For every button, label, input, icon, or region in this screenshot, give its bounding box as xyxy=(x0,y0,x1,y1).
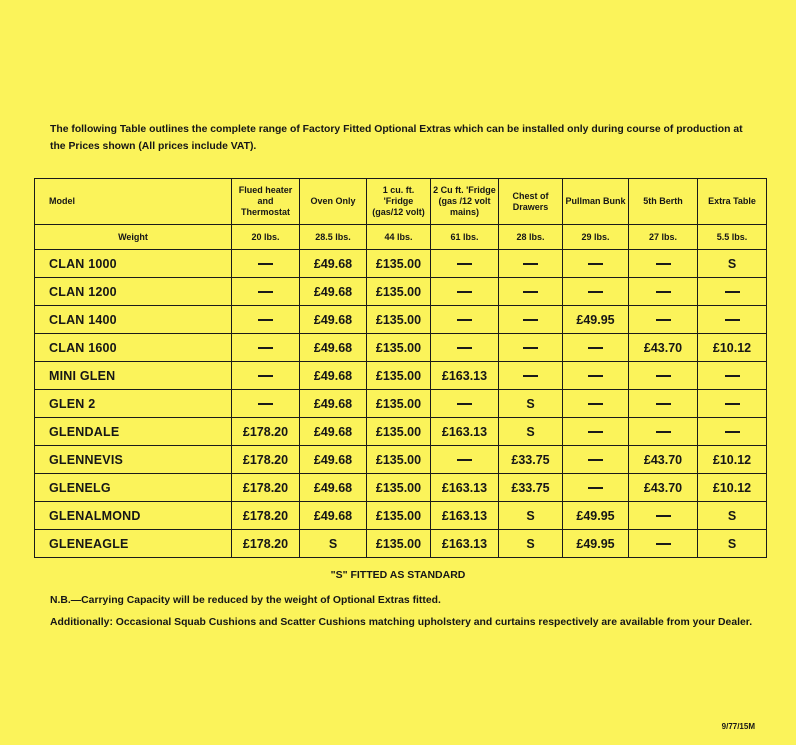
price-cell: £43.70 xyxy=(629,474,698,502)
weight-row xyxy=(35,225,767,250)
nb-note: N.B.—Carrying Capacity will be reduced by the weight of Optional Extras fitted. xyxy=(50,595,441,606)
price-cell: £10.12 xyxy=(698,474,767,502)
not-available-cell xyxy=(698,362,767,390)
dash-mark xyxy=(656,543,671,545)
dash-mark xyxy=(588,375,603,377)
table-body xyxy=(35,250,767,558)
additional-note: Additionally: Occasional Squab Cushions and Scatter Cushions matching upholstery and curtains respectively are available from your Dealer. xyxy=(50,617,753,628)
dash-mark xyxy=(588,431,603,433)
model-name: GLENELG xyxy=(35,474,232,502)
not-available-cell xyxy=(698,390,767,418)
dash-mark xyxy=(588,263,603,265)
dash-mark xyxy=(588,487,603,489)
model-name: CLAN 1200 xyxy=(35,278,232,306)
header-cell: Oven Only xyxy=(300,179,367,225)
standard-note: "S" FITTED AS STANDARD xyxy=(330,569,466,581)
not-available-cell xyxy=(232,334,300,362)
price-cell: £178.20 xyxy=(232,418,300,446)
price-cell: £178.20 xyxy=(232,474,300,502)
not-available-cell xyxy=(431,390,499,418)
dash-mark xyxy=(656,431,671,433)
price-cell: £49.68 xyxy=(300,446,367,474)
not-available-cell xyxy=(698,278,767,306)
price-cell: £135.00 xyxy=(367,306,431,334)
standard-cell: S xyxy=(698,250,767,278)
model-name: GLENNEVIS xyxy=(35,446,232,474)
not-available-cell xyxy=(563,474,629,502)
dash-mark xyxy=(656,291,671,293)
price-cell: £163.13 xyxy=(431,362,499,390)
dash-mark xyxy=(457,347,472,349)
optional-extras-table xyxy=(34,178,767,558)
dash-mark xyxy=(588,291,603,293)
header-cell: Flued heater and Thermostat xyxy=(232,179,300,225)
not-available-cell xyxy=(563,390,629,418)
not-available-cell xyxy=(563,250,629,278)
price-cell: £178.20 xyxy=(232,530,300,558)
model-name: CLAN 1000 xyxy=(35,250,232,278)
dash-mark xyxy=(725,319,740,321)
price-cell: £135.00 xyxy=(367,418,431,446)
dash-mark xyxy=(258,319,273,321)
dash-mark xyxy=(656,375,671,377)
dash-mark xyxy=(588,459,603,461)
price-cell: £49.68 xyxy=(300,362,367,390)
table-row xyxy=(35,502,767,530)
price-cell: £135.00 xyxy=(367,362,431,390)
dash-mark xyxy=(725,375,740,377)
price-cell: £163.13 xyxy=(431,418,499,446)
price-cell: £49.95 xyxy=(563,306,629,334)
not-available-cell xyxy=(232,306,300,334)
dash-mark xyxy=(457,291,472,293)
weight-cell: 28.5 lbs. xyxy=(300,225,367,250)
header-cell: Chest of Drawers xyxy=(499,179,563,225)
not-available-cell xyxy=(232,278,300,306)
price-cell: £49.68 xyxy=(300,418,367,446)
dash-mark xyxy=(258,403,273,405)
dash-mark xyxy=(457,319,472,321)
price-cell: £135.00 xyxy=(367,278,431,306)
not-available-cell xyxy=(232,250,300,278)
model-name: GLENEAGLE xyxy=(35,530,232,558)
dash-mark xyxy=(457,403,472,405)
price-cell: £135.00 xyxy=(367,530,431,558)
not-available-cell xyxy=(629,306,698,334)
price-cell: £49.68 xyxy=(300,502,367,530)
not-available-cell xyxy=(431,334,499,362)
not-available-cell xyxy=(499,306,563,334)
weight-cell: 29 lbs. xyxy=(563,225,629,250)
weight-cell: 28 lbs. xyxy=(499,225,563,250)
not-available-cell xyxy=(232,390,300,418)
price-cell: £163.13 xyxy=(431,502,499,530)
price-cell: £178.20 xyxy=(232,446,300,474)
model-name: GLENALMOND xyxy=(35,502,232,530)
not-available-cell xyxy=(431,250,499,278)
price-cell: £49.68 xyxy=(300,306,367,334)
price-cell: £49.68 xyxy=(300,334,367,362)
dash-mark xyxy=(725,403,740,405)
table-row xyxy=(35,306,767,334)
not-available-cell xyxy=(629,418,698,446)
reference-code: 9/77/15M xyxy=(721,722,755,731)
standard-cell: S xyxy=(499,390,563,418)
price-cell: £135.00 xyxy=(367,446,431,474)
header-cell: 2 Cu ft. 'Fridge (gas /12 volt mains) xyxy=(431,179,499,225)
table-row xyxy=(35,390,767,418)
dash-mark xyxy=(523,347,538,349)
dash-mark xyxy=(656,319,671,321)
price-cell: £49.68 xyxy=(300,278,367,306)
dash-mark xyxy=(656,263,671,265)
dash-mark xyxy=(457,263,472,265)
not-available-cell xyxy=(499,362,563,390)
dash-mark xyxy=(588,403,603,405)
price-cell: £135.00 xyxy=(367,334,431,362)
price-cell: £135.00 xyxy=(367,390,431,418)
header-model: Model xyxy=(35,179,232,225)
price-cell: £43.70 xyxy=(629,446,698,474)
price-cell: £49.95 xyxy=(563,502,629,530)
dash-mark xyxy=(725,291,740,293)
not-available-cell xyxy=(698,306,767,334)
price-cell: £10.12 xyxy=(698,446,767,474)
not-available-cell xyxy=(563,334,629,362)
dash-mark xyxy=(588,347,603,349)
dash-mark xyxy=(523,291,538,293)
dash-mark xyxy=(457,459,472,461)
table-row xyxy=(35,530,767,558)
price-cell: £33.75 xyxy=(499,446,563,474)
standard-cell: S xyxy=(499,530,563,558)
intro-text: The following Table outlines the complete range of Factory Fitted Optional Extras which can be installed only during course of production at the Prices shown (All prices include VAT). xyxy=(50,124,743,152)
header-cell: Extra Table xyxy=(698,179,767,225)
price-cell: £178.20 xyxy=(232,502,300,530)
not-available-cell xyxy=(563,362,629,390)
not-available-cell xyxy=(563,278,629,306)
price-cell: £135.00 xyxy=(367,474,431,502)
weight-cell: 20 lbs. xyxy=(232,225,300,250)
price-cell: £43.70 xyxy=(629,334,698,362)
not-available-cell xyxy=(431,278,499,306)
price-cell: £33.75 xyxy=(499,474,563,502)
dash-mark xyxy=(258,263,273,265)
dash-mark xyxy=(523,319,538,321)
weight-cell: 61 lbs. xyxy=(431,225,499,250)
not-available-cell xyxy=(232,362,300,390)
price-cell: £49.68 xyxy=(300,250,367,278)
weight-cell: 27 lbs. xyxy=(629,225,698,250)
header-cell: 1 cu. ft. 'Fridge (gas/12 volt) xyxy=(367,179,431,225)
price-cell: £135.00 xyxy=(367,502,431,530)
weight-cell: 44 lbs. xyxy=(367,225,431,250)
not-available-cell xyxy=(563,418,629,446)
not-available-cell xyxy=(499,334,563,362)
header-cell: 5th Berth xyxy=(629,179,698,225)
table-row xyxy=(35,278,767,306)
dash-mark xyxy=(523,263,538,265)
model-name: GLENDALE xyxy=(35,418,232,446)
model-name: CLAN 1600 xyxy=(35,334,232,362)
dash-mark xyxy=(258,375,273,377)
table-row xyxy=(35,250,767,278)
dash-mark xyxy=(656,515,671,517)
model-name: MINI GLEN xyxy=(35,362,232,390)
table-row xyxy=(35,474,767,502)
standard-cell: S xyxy=(300,530,367,558)
model-name: GLEN 2 xyxy=(35,390,232,418)
table-row xyxy=(35,446,767,474)
table-header-row xyxy=(35,179,767,225)
table-row xyxy=(35,362,767,390)
price-cell: £49.68 xyxy=(300,474,367,502)
price-cell: £135.00 xyxy=(367,250,431,278)
not-available-cell xyxy=(629,278,698,306)
standard-cell: S xyxy=(499,502,563,530)
weight-label: Weight xyxy=(35,225,232,250)
dash-mark xyxy=(258,347,273,349)
dash-mark xyxy=(656,403,671,405)
dash-mark xyxy=(725,431,740,433)
price-cell: £49.68 xyxy=(300,390,367,418)
price-cell: £10.12 xyxy=(698,334,767,362)
not-available-cell xyxy=(629,530,698,558)
dash-mark xyxy=(523,375,538,377)
price-cell: £163.13 xyxy=(431,530,499,558)
price-cell: £163.13 xyxy=(431,474,499,502)
standard-cell: S xyxy=(698,530,767,558)
header-cell: Pullman Bunk xyxy=(563,179,629,225)
price-cell: £49.95 xyxy=(563,530,629,558)
not-available-cell xyxy=(629,362,698,390)
standard-cell: S xyxy=(698,502,767,530)
not-available-cell xyxy=(563,446,629,474)
not-available-cell xyxy=(698,418,767,446)
table-row xyxy=(35,334,767,362)
standard-cell: S xyxy=(499,418,563,446)
not-available-cell xyxy=(499,278,563,306)
not-available-cell xyxy=(431,446,499,474)
table-row xyxy=(35,418,767,446)
not-available-cell xyxy=(629,502,698,530)
model-name: CLAN 1400 xyxy=(35,306,232,334)
dash-mark xyxy=(258,291,273,293)
not-available-cell xyxy=(629,390,698,418)
weight-cell: 5.5 lbs. xyxy=(698,225,767,250)
not-available-cell xyxy=(431,306,499,334)
not-available-cell xyxy=(629,250,698,278)
not-available-cell xyxy=(499,250,563,278)
